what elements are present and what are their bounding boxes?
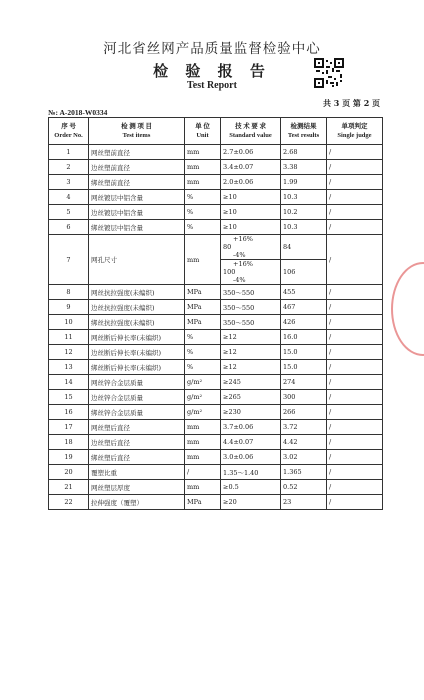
order-no-cell: 10 bbox=[49, 315, 89, 330]
standard-value-cell: ≥12 bbox=[221, 330, 281, 345]
single-judge-cell: / bbox=[327, 145, 383, 160]
unit-cell: mm bbox=[185, 435, 221, 450]
test-item-cell: 绑丝锌合金层质量 bbox=[89, 405, 185, 420]
table-row bbox=[49, 375, 383, 390]
test-item-cell: 边丝抗拉强度(未编织) bbox=[89, 300, 185, 315]
test-result-cell: 3.38 bbox=[281, 160, 327, 175]
unit-cell: g/m² bbox=[185, 390, 221, 405]
single-judge-cell: / bbox=[327, 175, 383, 190]
table-row bbox=[49, 285, 383, 300]
page-indicator: 共 3 页 第 2 页 bbox=[323, 98, 381, 108]
table-row bbox=[49, 190, 383, 205]
unit-cell: / bbox=[185, 465, 221, 480]
report-number: №: A-2018-W0334 bbox=[48, 108, 108, 117]
test-result-cell: 4.42 bbox=[281, 435, 327, 450]
unit-cell: mm bbox=[185, 160, 221, 175]
order-no-cell: 16 bbox=[49, 405, 89, 420]
test-item-cell: 网丝抗拉强度(未编织) bbox=[89, 285, 185, 300]
test-item-cell: 网丝断后伸长率(未编织) bbox=[89, 330, 185, 345]
test-result-cell: 84 bbox=[281, 235, 327, 260]
single-judge-cell: / bbox=[327, 190, 383, 205]
test-item-cell: 边丝塑前直径 bbox=[89, 160, 185, 175]
standard-value-cell bbox=[221, 260, 281, 285]
single-judge-cell: / bbox=[327, 465, 383, 480]
test-item-cell: 网孔尺寸 bbox=[89, 235, 185, 285]
unit-cell: % bbox=[185, 330, 221, 345]
test-result-cell: 274 bbox=[281, 375, 327, 390]
standard-value-cell: 3.0±0.06 bbox=[221, 450, 281, 465]
header-single-judge: 单项判定 Single judge bbox=[327, 118, 383, 145]
order-no-cell: 1 bbox=[49, 145, 89, 160]
order-no-cell: 21 bbox=[49, 480, 89, 495]
unit-cell: MPa bbox=[185, 285, 221, 300]
standard-value-line: +16% bbox=[233, 235, 253, 243]
order-no-cell: 2 bbox=[49, 160, 89, 175]
single-judge-cell: / bbox=[327, 235, 383, 285]
order-no-cell: 17 bbox=[49, 420, 89, 435]
header-test-results: 检测结果 Test results bbox=[281, 118, 327, 145]
table-row bbox=[49, 220, 383, 235]
order-no-cell: 13 bbox=[49, 360, 89, 375]
unit-cell: % bbox=[185, 220, 221, 235]
standard-value-cell: 1.35～1.40 bbox=[221, 465, 281, 480]
single-judge-cell: / bbox=[327, 285, 383, 300]
test-result-cell: 467 bbox=[281, 300, 327, 315]
unit-cell: % bbox=[185, 360, 221, 375]
table-row bbox=[49, 435, 383, 450]
standard-value-cell bbox=[221, 235, 281, 260]
header-order-no: 序 号 Order No. bbox=[49, 118, 89, 145]
single-judge-cell: / bbox=[327, 390, 383, 405]
test-result-cell: 15.0 bbox=[281, 360, 327, 375]
order-no-cell: 7 bbox=[49, 235, 89, 285]
test-item-cell: 网丝塑层厚度 bbox=[89, 480, 185, 495]
standard-value-cell: ≥20 bbox=[221, 495, 281, 510]
standard-value-cell: 350～550 bbox=[221, 300, 281, 315]
unit-cell: % bbox=[185, 190, 221, 205]
test-result-cell: 3.72 bbox=[281, 420, 327, 435]
order-no-cell: 15 bbox=[49, 390, 89, 405]
table-row bbox=[49, 495, 383, 510]
unit-cell: MPa bbox=[185, 315, 221, 330]
test-item-cell: 绑丝断后伸长率(未编织) bbox=[89, 360, 185, 375]
test-results-table bbox=[48, 117, 383, 510]
order-no-cell: 4 bbox=[49, 190, 89, 205]
table-row bbox=[49, 345, 383, 360]
table-row bbox=[49, 315, 383, 330]
test-item-cell: 网丝镀层中铝含量 bbox=[89, 190, 185, 205]
test-result-cell: 1.365 bbox=[281, 465, 327, 480]
test-result-cell: 16.0 bbox=[281, 330, 327, 345]
standard-value-cell: 2.7±0.06 bbox=[221, 145, 281, 160]
order-no-cell: 11 bbox=[49, 330, 89, 345]
table-header-row bbox=[49, 118, 383, 145]
order-no-cell: 20 bbox=[49, 465, 89, 480]
test-item-cell: 网丝锌合金层质量 bbox=[89, 375, 185, 390]
single-judge-cell: / bbox=[327, 300, 383, 315]
standard-value-line: -4% bbox=[233, 276, 246, 284]
official-stamp bbox=[391, 262, 424, 356]
order-no-cell: 18 bbox=[49, 435, 89, 450]
standard-value-cell: 350～550 bbox=[221, 285, 281, 300]
test-item-cell: 边丝镀层中铝含量 bbox=[89, 205, 185, 220]
unit-cell: g/m² bbox=[185, 375, 221, 390]
table-row bbox=[49, 235, 383, 260]
organization-name: 河北省丝网产品质量监督检验中心 bbox=[103, 41, 321, 57]
test-item-cell: 绑丝镀层中铝含量 bbox=[89, 220, 185, 235]
test-item-cell: 覆塑比重 bbox=[89, 465, 185, 480]
standard-value-cell: 2.0±0.06 bbox=[221, 175, 281, 190]
table-row bbox=[49, 420, 383, 435]
unit-cell: MPa bbox=[185, 300, 221, 315]
unit-cell: mm bbox=[185, 235, 221, 285]
single-judge-cell: / bbox=[327, 435, 383, 450]
table-row bbox=[49, 405, 383, 420]
order-no-cell: 19 bbox=[49, 450, 89, 465]
single-judge-cell: / bbox=[327, 450, 383, 465]
single-judge-cell: / bbox=[327, 345, 383, 360]
standard-value-cell: ≥10 bbox=[221, 205, 281, 220]
test-item-cell: 绑丝塑后直径 bbox=[89, 450, 185, 465]
test-result-cell: 10.2 bbox=[281, 205, 327, 220]
test-item-cell: 边丝锌合金层质量 bbox=[89, 390, 185, 405]
single-judge-cell: / bbox=[327, 405, 383, 420]
single-judge-cell: / bbox=[327, 495, 383, 510]
standard-value-cell: ≥10 bbox=[221, 220, 281, 235]
single-judge-cell: / bbox=[327, 160, 383, 175]
test-result-cell: 455 bbox=[281, 285, 327, 300]
single-judge-cell: / bbox=[327, 480, 383, 495]
test-item-cell: 拉伸强度（覆塑） bbox=[89, 495, 185, 510]
table-row bbox=[49, 390, 383, 405]
test-result-cell: 3.02 bbox=[281, 450, 327, 465]
header-unit: 单 位 Unit bbox=[185, 118, 221, 145]
order-no-cell: 14 bbox=[49, 375, 89, 390]
test-result-cell: 106 bbox=[281, 260, 327, 285]
standard-value-cell: ≥12 bbox=[221, 345, 281, 360]
test-item-cell: 边丝塑后直径 bbox=[89, 435, 185, 450]
order-no-cell: 8 bbox=[49, 285, 89, 300]
table-row bbox=[49, 160, 383, 175]
unit-cell: % bbox=[185, 205, 221, 220]
test-result-cell: 15.0 bbox=[281, 345, 327, 360]
order-no-cell: 12 bbox=[49, 345, 89, 360]
standard-value-line: 80 bbox=[223, 243, 232, 251]
standard-value-cell: ≥10 bbox=[221, 190, 281, 205]
test-result-cell: 23 bbox=[281, 495, 327, 510]
test-result-cell: 266 bbox=[281, 405, 327, 420]
standard-value-cell: 4.4±0.07 bbox=[221, 435, 281, 450]
table-row bbox=[49, 300, 383, 315]
unit-cell: g/m² bbox=[185, 405, 221, 420]
standard-value-cell: ≥0.5 bbox=[221, 480, 281, 495]
table-row bbox=[49, 465, 383, 480]
order-no-cell: 22 bbox=[49, 495, 89, 510]
single-judge-cell: / bbox=[327, 420, 383, 435]
standard-value-line: 100 bbox=[223, 268, 236, 276]
unit-cell: MPa bbox=[185, 495, 221, 510]
unit-cell: mm bbox=[185, 450, 221, 465]
table-row bbox=[49, 360, 383, 375]
single-judge-cell: / bbox=[327, 205, 383, 220]
table-row bbox=[49, 145, 383, 160]
table-row bbox=[49, 480, 383, 495]
test-result-cell: 10.3 bbox=[281, 220, 327, 235]
unit-cell: mm bbox=[185, 175, 221, 190]
report-title-cn: 检 验 报 告 bbox=[153, 62, 271, 80]
unit-cell: mm bbox=[185, 145, 221, 160]
standard-value-cell: 3.4±0.07 bbox=[221, 160, 281, 175]
test-result-cell: 1.99 bbox=[281, 175, 327, 190]
test-result-cell: 0.52 bbox=[281, 480, 327, 495]
test-item-cell: 网丝塑前直径 bbox=[89, 145, 185, 160]
header-standard-value: 技 术 要 求 Standard value bbox=[221, 118, 281, 145]
single-judge-cell: / bbox=[327, 375, 383, 390]
table-row bbox=[49, 450, 383, 465]
single-judge-cell: / bbox=[327, 315, 383, 330]
unit-cell: mm bbox=[185, 480, 221, 495]
test-result-cell: 10.3 bbox=[281, 190, 327, 205]
test-item-cell: 边丝断后伸长率(未编织) bbox=[89, 345, 185, 360]
standard-value-line: -4% bbox=[233, 251, 246, 259]
standard-value-cell: ≥265 bbox=[221, 390, 281, 405]
standard-value-cell: ≥245 bbox=[221, 375, 281, 390]
standard-value-cell: ≥230 bbox=[221, 405, 281, 420]
order-no-cell: 6 bbox=[49, 220, 89, 235]
standard-value-line: +16% bbox=[233, 260, 253, 268]
order-no-cell: 3 bbox=[49, 175, 89, 190]
standard-value-cell: 3.7±0.06 bbox=[221, 420, 281, 435]
test-result-cell: 300 bbox=[281, 390, 327, 405]
unit-cell: % bbox=[185, 345, 221, 360]
test-result-cell: 426 bbox=[281, 315, 327, 330]
test-item-cell: 绑丝抗拉强度(未编织) bbox=[89, 315, 185, 330]
header-test-items: 检 测 项 目 Test items bbox=[89, 118, 185, 145]
standard-value-cell: ≥12 bbox=[221, 360, 281, 375]
single-judge-cell: / bbox=[327, 220, 383, 235]
test-item-cell: 绑丝塑前直径 bbox=[89, 175, 185, 190]
unit-cell: mm bbox=[185, 420, 221, 435]
single-judge-cell: / bbox=[327, 360, 383, 375]
test-item-cell: 网丝塑后直径 bbox=[89, 420, 185, 435]
standard-value-cell: 350～550 bbox=[221, 315, 281, 330]
order-no-cell: 9 bbox=[49, 300, 89, 315]
single-judge-cell: / bbox=[327, 330, 383, 345]
table-row bbox=[49, 175, 383, 190]
table-row bbox=[49, 205, 383, 220]
test-result-cell: 2.68 bbox=[281, 145, 327, 160]
order-no-cell: 5 bbox=[49, 205, 89, 220]
table-row bbox=[49, 330, 383, 345]
report-title-en: Test Report bbox=[187, 80, 237, 91]
